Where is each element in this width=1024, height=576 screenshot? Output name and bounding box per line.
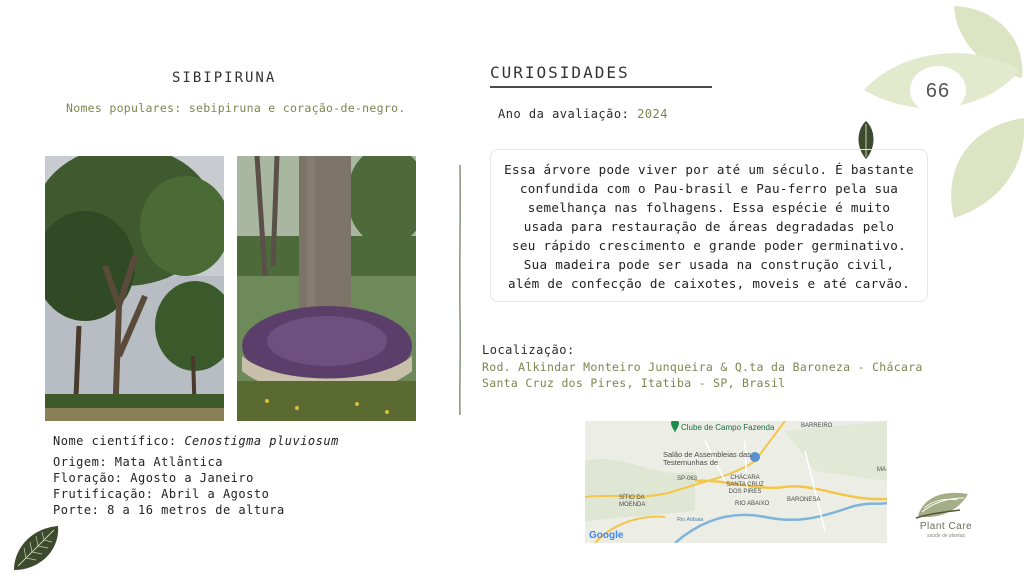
curiosity-line: Sua madeira pode ser usada na construção civil, [523, 257, 895, 272]
curiosity-line: confundida com o Pau-brasil e Pau-ferro pela sua [519, 181, 899, 196]
popular-names [66, 101, 406, 115]
map-road-label: SP-063 [677, 476, 698, 482]
curiosity-line: usada para restauração de áreas degradadas pelo [523, 219, 895, 234]
curiosity-line: Essa árvore pode viver por até um século. É bastante [504, 162, 914, 177]
brand-name: Plant Care [919, 521, 973, 532]
location-map[interactable] [585, 421, 887, 543]
fruiting: Frutificação: Abril a Agosto [53, 487, 270, 501]
location-label: Localização: [482, 343, 575, 357]
map-area-sitio: SÍTIO DA MOENDA [619, 495, 646, 508]
map-area-rio-abaixo: RIO ABAIXO [735, 501, 770, 507]
location-address: Rod. Alkindar Monteiro Junqueira & Q.ta da Baroneza - Chácara Santa Cruz dos Pires, Itatiba - SP, Brasil [482, 360, 923, 390]
evaluation-year-label: Ano da avaliação: [498, 107, 630, 121]
scientific-name-label: Nome científico: [53, 434, 177, 448]
evaluation-year-value: 2024 [637, 107, 668, 121]
flowering: Floração: Agosto a Janeiro [53, 471, 254, 485]
species-title: SIBIPIRUNA [172, 70, 277, 86]
map-edge-label: MA [877, 467, 886, 473]
leaf-bottom-icon [951, 118, 1024, 218]
brand-tagline: saúde de plantas [926, 533, 966, 539]
curiosity-line: além de confecção de caixotes, moveis e até carvão. [508, 276, 910, 291]
title-underline [490, 86, 712, 88]
popular-names-value: sebipiruna e coração-de-negro. [188, 101, 406, 115]
evaluation-year [498, 107, 668, 121]
scientific-name [53, 434, 339, 448]
tree-size: Porte: 8 a 16 metros de altura [53, 503, 285, 517]
map-area-chacara: CHÁCARA SANTA CRUZ DOS PIRES [726, 475, 764, 495]
map-area-barreiro: BARREIRO [801, 423, 833, 429]
scientific-name-value: Cenostigma pluviosum [184, 434, 339, 448]
curiosities-box [490, 149, 928, 302]
map-poi-club: Clube de Campo Fazenda [681, 423, 775, 432]
curiosities-title: CURIOSIDADES [490, 63, 630, 82]
page-number: 66 [925, 80, 951, 102]
tree-photo [45, 156, 224, 421]
curiosity-line: semelhança nas folhagens. Essa espécie é muito [527, 200, 891, 215]
trunk-photo [237, 156, 416, 421]
curiosity-line: seu rápido crescimento e grande poder germinativo. [511, 238, 907, 253]
popular-names-label: Nomes populares: [66, 101, 182, 115]
bottom-leaf-icon [10, 522, 62, 574]
column-divider [459, 40, 461, 540]
origin: Origem: Mata Atlântica [53, 455, 223, 469]
map-area-baronesa: BARONESA [787, 497, 821, 503]
map-poi-hall: Salão de Assembleias das Testemunhas de [663, 450, 751, 467]
map-river-label: Rio Atibaia [677, 517, 704, 523]
google-logo: Google [589, 530, 624, 541]
plant-care-logo-icon [914, 488, 970, 520]
